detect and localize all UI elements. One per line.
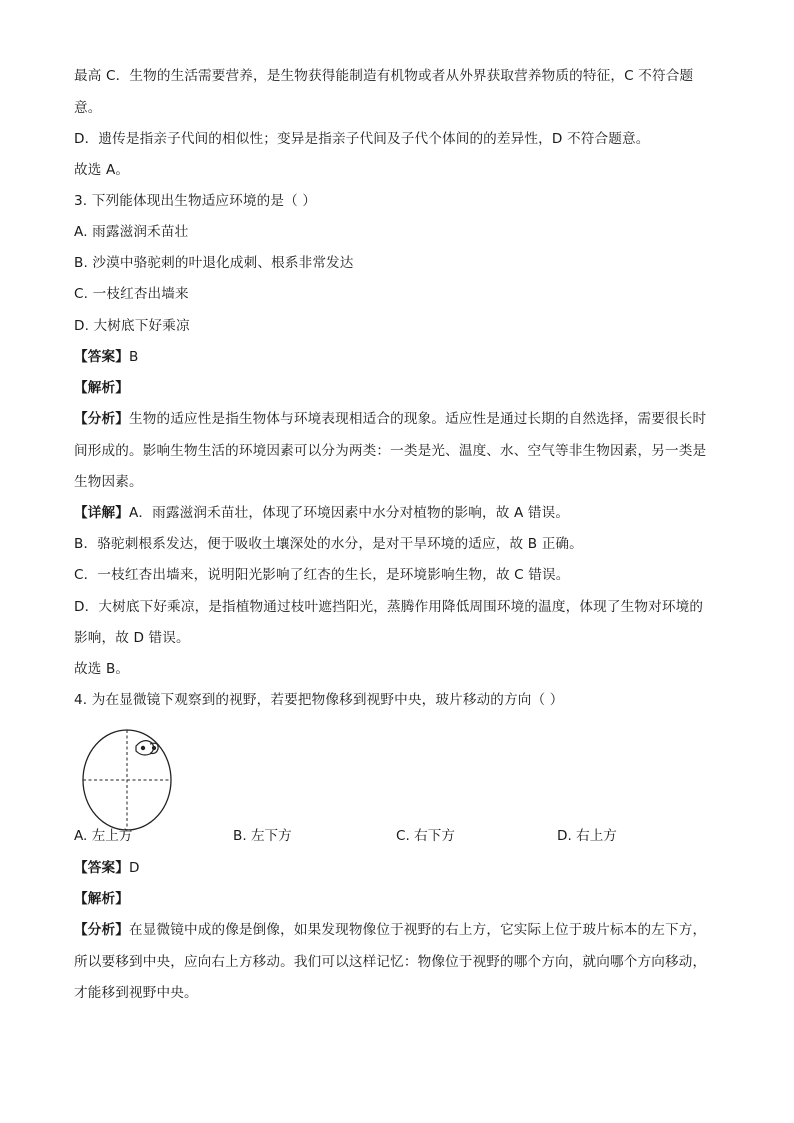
- text-line: D．遗传是指亲子代间的相似性；变异是指亲子代间及子代个体间的的差异性，D 不符合题意。: [74, 131, 650, 147]
- text-line: 故选 A。: [74, 162, 130, 178]
- detail-text: A．雨露滋润禾苗壮，体现了环境因素中水分对植物的影响，故 A 错误。: [128, 505, 570, 521]
- question-3-stem: 3. 下列能体现出生物适应环境的是（ ）: [74, 193, 317, 209]
- detail-tag: 【详解】: [74, 505, 129, 521]
- text-line: 所以要移到中央，应向右上方移动。我们可以这样记忆：物像位于视野的哪个方向，就向哪个方向移动，: [74, 954, 707, 970]
- answer-value: D: [128, 860, 140, 876]
- question-4-stem: 4. 为在显微镜下观察到的视野，若要把物像移到视野中央，玻片移动的方向（ ）: [74, 692, 564, 708]
- text-line: 才能移到视野中央。: [74, 985, 198, 1001]
- text-line: C．一枝红杏出墙来，说明阳光影响了红杏的生长，是环境影响生物，故 C 错误。: [74, 567, 570, 583]
- answer-value: B: [128, 349, 139, 365]
- text-line: 最高 C．生物的生活需要营养，是生物获得能制造有机物或者从外界获取营养物质的特征，C 不符合题: [74, 68, 694, 84]
- question-3-option-d: D. 大树底下好乘凉: [74, 318, 190, 334]
- answer-label: 【答案】: [74, 860, 129, 876]
- text-line: 生物因素。: [74, 474, 143, 490]
- question-3-option-c: C. 一枝红杏出墙来: [74, 286, 189, 302]
- text-line: D．大树底下好乘凉，是指植物通过枝叶遮挡阳光，蒸腾作用降低周围环境的温度，体现了生物对环境的: [74, 599, 704, 615]
- answer-label: 【答案】: [74, 349, 129, 365]
- question-3-option-a: A. 雨露滋润禾苗壮: [74, 224, 189, 240]
- answer-line: [74, 858, 140, 878]
- text-line: B．骆驼刺根系发达，便于吸收土壤深处的水分，是对干旱环境的适应，故 B 正确。: [74, 536, 583, 552]
- analysis-label: 【解析】: [74, 380, 129, 396]
- microscope-field-diagram: [80, 727, 176, 833]
- specimen-icon: [136, 741, 158, 755]
- text-line: 影响，故 D 错误。: [74, 630, 190, 646]
- analysis-text: 在显微镜中成的像是倒像，如果发现物像位于视野的右上方，它实际上位于玻片标本的左下方，: [128, 922, 707, 938]
- analysis-text: 生物的适应性是指生物体与环境表现相适合的现象。适应性是通过长期的自然选择，需要很长时: [128, 411, 707, 427]
- text-line: 意。: [74, 100, 102, 116]
- question-4-option-d: D. 右上方: [557, 828, 617, 844]
- analysis-label: 【解析】: [74, 891, 129, 907]
- question-4-option-a: A. 左上方: [74, 828, 133, 844]
- analysis-tag: 【分析】: [74, 411, 129, 427]
- analysis-line: [74, 409, 706, 429]
- text-line: 间形成的。影响生物生活的环境因素可以分为两类：一类是光、温度、水、空气等非生物因素，另一类是: [74, 443, 707, 459]
- analysis-line: [74, 920, 706, 940]
- detail-line: [74, 503, 569, 523]
- analysis-tag: 【分析】: [74, 922, 129, 938]
- answer-line: [74, 347, 138, 367]
- question-4-option-c: C. 右下方: [396, 828, 455, 844]
- question-4-option-b: B. 左下方: [233, 828, 292, 844]
- question-3-option-b: B. 沙漠中骆驼刺的叶退化成刺、根系非常发达: [74, 255, 354, 271]
- text-line: 故选 B。: [74, 661, 130, 677]
